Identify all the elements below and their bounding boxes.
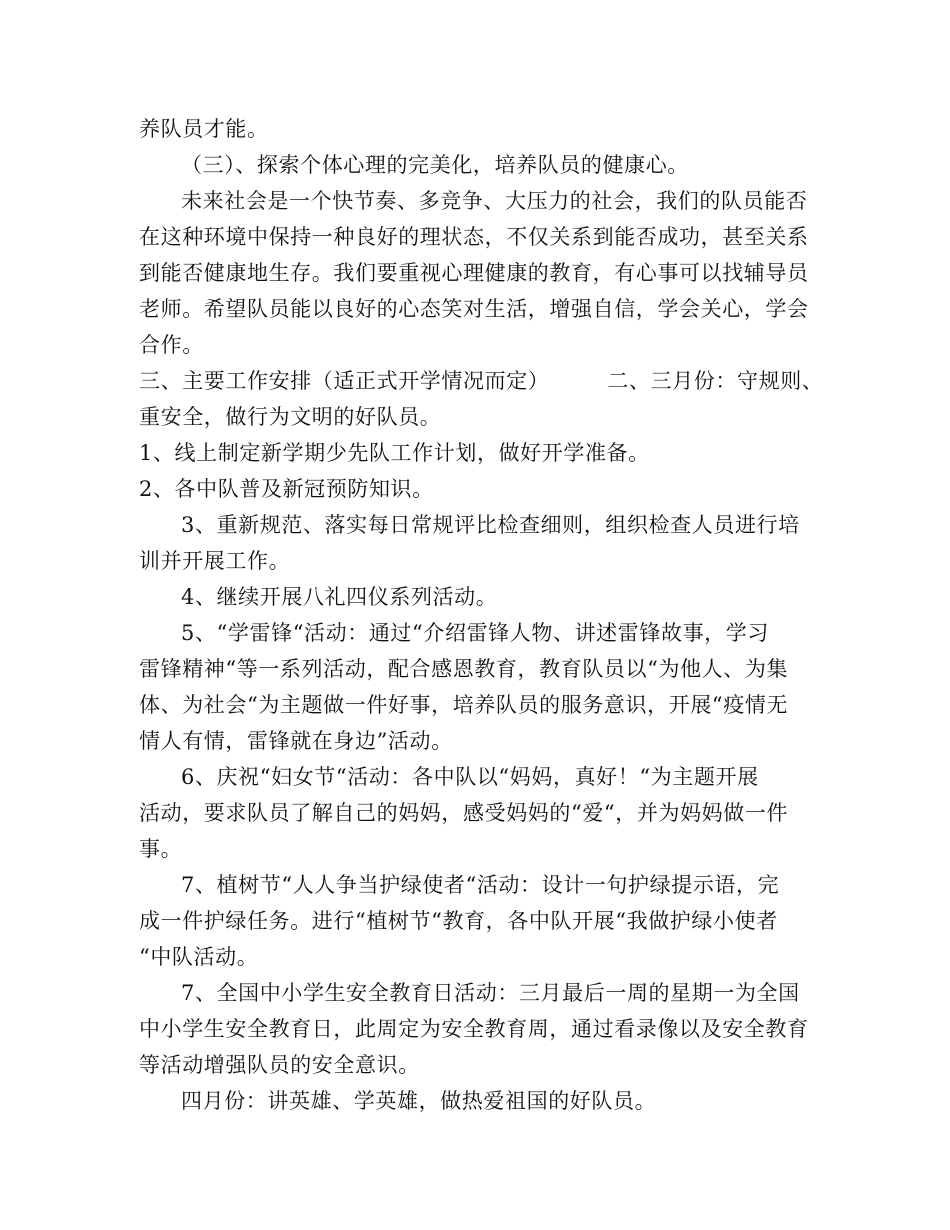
list-item: 4、继续开展八礼四仪系列活动。 xyxy=(181,585,498,609)
text-line: 情人有情，雷锋就在身边”活动。 xyxy=(139,729,453,753)
text-line: 在这种环境中保持一种良好的理状态，不仅关系到能否成功，甚至关系 xyxy=(139,225,809,249)
text-line: 雷锋精神“等一系列活动，配合感恩教育，教育队员以“为他人、为集 xyxy=(139,657,789,681)
text-line: 重安全，做行为文明的好队员。 xyxy=(139,405,442,429)
list-item: 7、植树节“人人争当护绿使者“活动：设计一句护绿提示语，完 xyxy=(181,873,780,897)
text-line: 未来社会是一个快节奏、多竞争、大压力的社会，我们的队员能否 xyxy=(181,189,808,213)
text-line: 养队员才能。 xyxy=(139,117,269,141)
text-line: 训并开展工作。 xyxy=(139,549,291,573)
section-heading-row xyxy=(139,366,823,396)
text-line: “中队活动。 xyxy=(139,945,259,969)
text-line: 老师。希望队员能以良好的心态笑对生活，增强自信，学会关心，学会 xyxy=(139,297,809,321)
text-line: 活动，要求队员了解自己的妈妈，感受妈妈的“爱“，并为妈妈做一件 xyxy=(139,801,789,825)
text-line: 合作。 xyxy=(139,333,204,357)
text-line: 成一件护绿任务。进行“植树节“教育，各中队开展“我做护绿小使者 xyxy=(139,909,778,933)
month-heading: 二、三月份：守规则、 xyxy=(607,369,824,393)
text-line: 体、为社会“为主题做一件好事，培养队员的服务意识，开展“疫情无 xyxy=(139,693,789,717)
text-line: 中小学生安全教育日，此周定为安全教育周，通过看录像以及安全教育 xyxy=(139,1017,809,1041)
list-item: 7、全国中小学生安全教育日活动：三月最后一周的星期一为全国 xyxy=(181,981,800,1005)
text-line: 到能否健康地生存。我们要重视心理健康的教育，有心事可以找辅导员 xyxy=(139,261,809,285)
list-item: 2、各中队普及新冠预防知识。 xyxy=(139,477,434,501)
list-item: 6、庆祝“妇女节“活动：各中队以“妈妈，真好！“为主题开展 xyxy=(181,765,759,789)
list-item: 3、重新规范、落实每日常规评比检查细则，组织检查人员进行培 xyxy=(181,513,800,537)
list-item: 5、“学雷锋“活动：通过“介绍雷锋人物、讲述雷锋故事，学习 xyxy=(181,621,769,645)
section-heading: 三、主要工作安排（适正式开学情况而定） xyxy=(139,369,550,393)
text-line: 等活动增强队员的安全意识。 xyxy=(139,1053,420,1077)
section-heading: （三）、探索个体心理的完美化，培养队员的健康心。 xyxy=(181,153,689,177)
list-item: 1、线上制定新学期少先队工作计划，做好开学准备。 xyxy=(139,441,650,465)
month-heading: 四月份：讲英雄、学英雄，做热爱祖国的好队员。 xyxy=(181,1089,657,1113)
text-line: 事。 xyxy=(139,837,183,861)
